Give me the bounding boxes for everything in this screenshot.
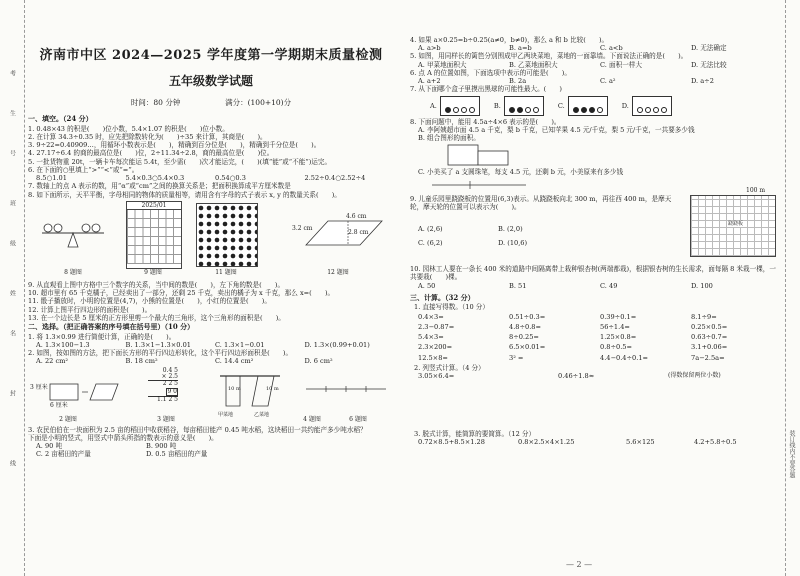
calc-item: 3² =	[509, 353, 524, 362]
calc-item: 0.46÷1.8≈	[558, 371, 595, 380]
options-row	[410, 282, 782, 290]
question: 10. 园林工人要在一条长 400 米的道路中间隔离带上栽种银杏树(两端都栽)，根据银杏树的生长需求，面每隔 8 米栽一棵，一共要栽( )棵。	[410, 264, 776, 282]
option[interactable]: A. 甲菜地面积大	[418, 60, 467, 69]
option[interactable]: C. 1.3×1−0.01	[215, 341, 265, 350]
pen-line-figure	[430, 178, 530, 192]
options-row	[418, 239, 578, 247]
box-option-b[interactable]	[494, 96, 544, 116]
figure-caption: 11 题图	[215, 268, 237, 276]
option[interactable]: D. 无法比较	[691, 60, 727, 69]
options-row	[28, 450, 256, 458]
option[interactable]: C. 小美买了 a 支圆珠笔，每支 4.5 元，还剩 b 元，小美原来有多少钱	[418, 168, 624, 177]
right-body	[410, 36, 782, 446]
ball-box	[504, 96, 544, 116]
gutter-char: 级	[8, 240, 16, 246]
option[interactable]: A. 22 cm²	[36, 357, 69, 366]
option[interactable]: A. a+2	[418, 77, 441, 86]
calc-item: 4.2+5.8÷0.5	[694, 438, 737, 447]
calc-item: 0.72×8.5+8.5×1.28	[418, 438, 485, 447]
dim-label: 10 m	[228, 385, 241, 392]
compare-item: 2.52÷0.4○2.52÷4	[304, 174, 366, 183]
section-heading: 三、计算。（32 分）	[410, 292, 475, 302]
figure-caption: 6 题图	[349, 415, 367, 423]
gutter-char: 班	[8, 200, 16, 206]
exam-meta	[28, 98, 394, 107]
options-row	[28, 357, 394, 365]
option[interactable]: C. 14.4 cm²	[215, 357, 254, 366]
calc-item: 5.4×3=	[418, 333, 444, 342]
figure-caption: 2 题图	[59, 415, 77, 423]
option[interactable]: B. 组合图形的面积。	[418, 134, 480, 143]
dim-label: 4.6 cm	[346, 212, 367, 220]
rect-to-parallelogram-figure	[30, 376, 120, 408]
figure-caption: 3 题图	[157, 415, 175, 423]
figure-caption: 4 题图	[303, 415, 321, 423]
box-option-a[interactable]	[430, 96, 480, 116]
question: 7. 从下面哪个盒子里摸出黑球的可能性最大。( )	[410, 85, 562, 94]
question: 6. 点 A 的位置如图，下面选项中表示的可能是( )。	[410, 68, 571, 77]
option[interactable]: D. 6 cm²	[304, 357, 333, 366]
compare-item: 5.4×0.3○5.4×0.3	[125, 174, 185, 183]
calc-item: 0.63÷0.7=	[691, 333, 728, 342]
option[interactable]: B. 51	[509, 282, 527, 291]
calc-item: 0.25×0.5=	[691, 322, 728, 331]
mixed-calc-row	[410, 438, 782, 446]
section-heading: 一、填空。（24 分）	[28, 114, 93, 123]
calc-line: × 2.5	[148, 374, 178, 381]
calc-line: 2 2 5	[162, 380, 178, 388]
option[interactable]: D. 无法确定	[691, 44, 727, 53]
fill-figures	[28, 201, 394, 279]
option[interactable]: C. (6,2)	[418, 238, 443, 247]
question: 3. 农民伯伯在一块面积为 2.5 亩的稻田中收获稻谷，每亩稻田能产 0.45 吨水稻，这块稻田一共约能产多少吨水稻？	[28, 425, 367, 434]
question: 1. 0.48×43 的积是( )位小数，5.4×1.07 的积是( )位小数。	[28, 124, 229, 133]
option[interactable]: D. (10,6)	[498, 238, 528, 247]
figure-caption: 12 题图	[327, 268, 349, 276]
calc-item: 1.25×0.8=	[600, 333, 637, 342]
options-row	[410, 77, 782, 85]
option[interactable]: A. (2,6)	[418, 224, 443, 233]
vertical-multiplication	[148, 368, 178, 403]
right-page	[406, 0, 796, 576]
calc-item: 12.5×8=	[418, 353, 448, 362]
calc-line: 9 0	[167, 387, 177, 395]
option[interactable]: C. a²	[600, 77, 616, 86]
ball-box	[632, 96, 672, 116]
option[interactable]: A. 李阿姨超市面 4.5 a 千克，梨 b 千克，已知苹果 4.5 元/千克，梨 5 元/千克，一共要多少钱	[418, 125, 695, 134]
calendar-figure	[126, 201, 182, 269]
calc-item: 0.39÷0.1=	[600, 312, 637, 321]
exam-title: 济南市中区 2024—2025 学年度第一学期期末质量检测	[39, 48, 383, 63]
option-letter: C.	[557, 101, 565, 110]
option[interactable]: A. 1.3×100−1.3	[36, 341, 90, 350]
compare-item: 8.5○1.01	[36, 174, 67, 183]
gutter-char: 生	[8, 110, 16, 116]
figure-caption: 8 题图	[64, 268, 82, 276]
calendar-label: 2025/01	[127, 202, 181, 211]
question: 4. 如果 a×0.25=b÷0.25(a≠0，b≠0)，那么 a 和 b 比较( )。	[410, 36, 609, 44]
dim-label: 6 厘米	[50, 401, 68, 409]
ball-box	[440, 96, 480, 116]
plot-label: 甲菜地	[218, 411, 234, 418]
question: 2. 在计算 34.3÷0.35 时，应先把除数转化为( )÷35 来计算，其商是( )。	[28, 132, 267, 141]
option[interactable]: D. a÷2	[691, 77, 714, 86]
option[interactable]: D. 1.3×(0.99+0.01)	[304, 341, 370, 350]
gutter-char: 封	[8, 390, 16, 396]
dot-grid-figure	[196, 203, 258, 267]
question: 5. 一批货物重 20t，一辆卡车每次能运 5.4t，至少需( )次才能运完，( )(填“能”或“不能”)运完。	[28, 157, 332, 166]
box-option-c[interactable]	[558, 96, 608, 116]
option[interactable]: C. 2 亩稻田的产量	[36, 450, 91, 459]
ball-box	[568, 96, 608, 116]
question: 1. 将 1.3×0.99 进行简便计算，正确的是( )。	[28, 332, 176, 341]
calc-item: 0.4×3=	[418, 312, 444, 321]
option-letter: B.	[493, 101, 501, 110]
calc-item: 0.8÷0.5=	[600, 343, 633, 352]
calc-note: (得数保留两位小数)	[668, 371, 721, 379]
choice-figures	[28, 368, 394, 424]
right-binding-strip	[785, 0, 796, 576]
gutter-char: 号	[8, 150, 16, 156]
question: 8. 如下面所示，天平平衡，字母相同的物体的质量相等，请用含有字母的式子表示 x, y 的数量关系( )。	[28, 190, 341, 199]
question: 12. 计算上图平行四边形的面积是( )。	[28, 305, 152, 314]
calc-item: 5.6×125	[626, 438, 655, 447]
map-scale-label: 100 m	[746, 186, 766, 194]
figure-caption: 9 题图	[144, 268, 162, 276]
sub-heading: 1. 直接写得数。（10 分）	[414, 303, 489, 312]
time-label: 时间：80 分钟	[130, 98, 181, 107]
question: 9. 从直观看上图中方格中三个数字的关系，当中间的数是( )，左下角的数是( )。	[28, 280, 285, 289]
option-letter: A.	[430, 101, 437, 110]
gutter-char: 姓	[8, 290, 16, 296]
dim-label: 3.2 cm	[292, 224, 313, 232]
question: 13. 在一个边长是 5 厘米的正方形里剪一个最大的三角形，这个三角形的面积是( )。	[28, 313, 285, 322]
composite-shape-figure	[446, 143, 516, 167]
compare-item: 0.54○0.3	[215, 174, 246, 183]
calc-item: 6.5×0.01=	[509, 343, 546, 352]
question: 7. 数轴上的点 A 表示的数，用“α”或“cm”之间的换算关系是；把面积换算成平方厘米数是	[28, 182, 291, 191]
calc-line: 0.4 5	[162, 366, 178, 374]
compare-row	[28, 174, 394, 182]
option[interactable]: B. 2a	[509, 77, 527, 86]
q9-block	[410, 186, 782, 265]
exam-subtitle: 五年级数学试题	[168, 74, 253, 88]
question: 9. 儿童乐园里跷跷板的位置用(6,3)表示。从跷跷板向北 300 m，再往西 400 m，是摩天轮，摩天轮的位置可以表示为( )。	[410, 194, 672, 212]
calc-item: 8.1÷9=	[691, 312, 717, 321]
box-option-d[interactable]	[622, 96, 672, 116]
option[interactable]: D. 100	[691, 282, 713, 291]
gutter-char: 线	[8, 460, 16, 466]
question: 8. 下面问题中，能用 4.5a÷4×6 表示的是( )。	[410, 117, 561, 126]
calc-item: 0.8×2.5×4×1.25	[518, 438, 575, 447]
option[interactable]: D. 0.5 亩稻田的产量	[146, 450, 208, 459]
option[interactable]: B. a=b	[509, 44, 532, 53]
calc-item: 3.1+0.06=	[691, 343, 728, 352]
oral-calc-grid	[418, 313, 782, 362]
calc-line: 1.1 2 5	[148, 396, 178, 403]
option[interactable]: C. 49	[600, 282, 618, 291]
question: 5. 如图，用同样长的篱笆分别围成甲乙两块菜地，菜地的一面靠墙。下面说法正确的是( )。	[410, 52, 688, 61]
balance-scale-figure	[38, 213, 108, 253]
question: 3. 9÷22=0.40909…，用循环小数表示是( )，精确到百分位是( )，精确到千分位是( )。	[28, 141, 321, 150]
option[interactable]: B. 900 吨	[146, 442, 177, 451]
option[interactable]: B. 1.3×1−1.3×0.01	[125, 341, 191, 350]
question: 2. 如图，按如图的方法，把下面长方形的平行四边形转化，这个平行四边形面积是( )。	[28, 349, 293, 358]
gutter-char: 名	[8, 330, 16, 336]
option[interactable]: A. 50	[418, 282, 436, 291]
calc-item: 2.3×200=	[418, 343, 453, 352]
score-label: 满分：(100+10)分	[225, 98, 292, 107]
number-line-figure	[304, 382, 388, 396]
calc-item: 56÷1.4=	[600, 322, 630, 331]
question: 10. 超市里有 65 千克橘子，已经卖出了一部分，还剩 25 千克，卖出的橘子为 x 千克，那么 x=( )。	[28, 289, 335, 298]
question: 下面是小明的竖式，用竖式中箭头所指的数表示的意义是( )。	[28, 433, 218, 442]
map-spot-label: 跷跷板	[728, 220, 744, 227]
calc-item: 0.51÷0.3=	[509, 312, 546, 321]
calc-item: 7a−2.5a=	[691, 353, 725, 362]
question: 4. 27.17÷6.4 的商的最高位是( )位，2÷11.34÷2.8，商的最高位是( )位。	[28, 149, 274, 158]
left-page	[4, 0, 396, 576]
page-number: — 2 —	[566, 560, 593, 569]
section-heading: 二、选择。（把正确答案的序号填在括号里）（10 分）	[28, 322, 195, 332]
calc-item: 2.3−0.87=	[418, 322, 455, 331]
vertical-calc-row	[410, 372, 782, 430]
option-letter: D.	[621, 101, 629, 110]
options-row	[410, 61, 782, 69]
question: 6. 在下面的○里填上“>”“<”或“=”。	[28, 165, 139, 174]
binding-note: 装订线内不要答题	[788, 430, 795, 478]
options-row	[410, 44, 782, 52]
option[interactable]: B. 乙菜地面积大	[509, 60, 558, 69]
question: 11. 骰子播放时，小明的位置是(4,7)，小熊的位置是( )，小红的位置是( )。	[28, 297, 271, 306]
option[interactable]: A. a>b	[418, 44, 441, 53]
fill-section	[28, 114, 394, 459]
calc-item: 4.8÷0.8=	[509, 322, 542, 331]
options-row	[28, 341, 394, 349]
plot-label: 乙菜地	[254, 411, 270, 418]
sub-heading: 3. 脱式计算，能简算的要简算。（12 分）	[414, 429, 536, 438]
option[interactable]: B. (2,0)	[498, 224, 523, 233]
dim-label: 2.8 cm	[348, 228, 369, 236]
option[interactable]: B. 18 cm²	[125, 357, 158, 366]
parallelogram-figure	[278, 212, 388, 255]
calc-item: 3.05×6.4=	[418, 371, 455, 380]
binding-gutter	[4, 0, 25, 576]
gutter-char: 考	[8, 70, 16, 76]
sub-heading: 2. 列竖式计算。（4 分）	[414, 363, 485, 372]
options-row	[418, 225, 578, 233]
dim-label: 3 厘米	[30, 383, 48, 391]
calc-item: 8÷0.25=	[509, 333, 539, 342]
ball-boxes	[430, 96, 782, 116]
option[interactable]: A. 90 吨	[36, 442, 63, 451]
calc-item: 4.4−0.4÷0.1=	[600, 353, 649, 362]
dim-label: 10 m	[266, 385, 279, 392]
option[interactable]: C. a<b	[600, 44, 623, 53]
option[interactable]: C. 面积一样大	[600, 60, 642, 69]
